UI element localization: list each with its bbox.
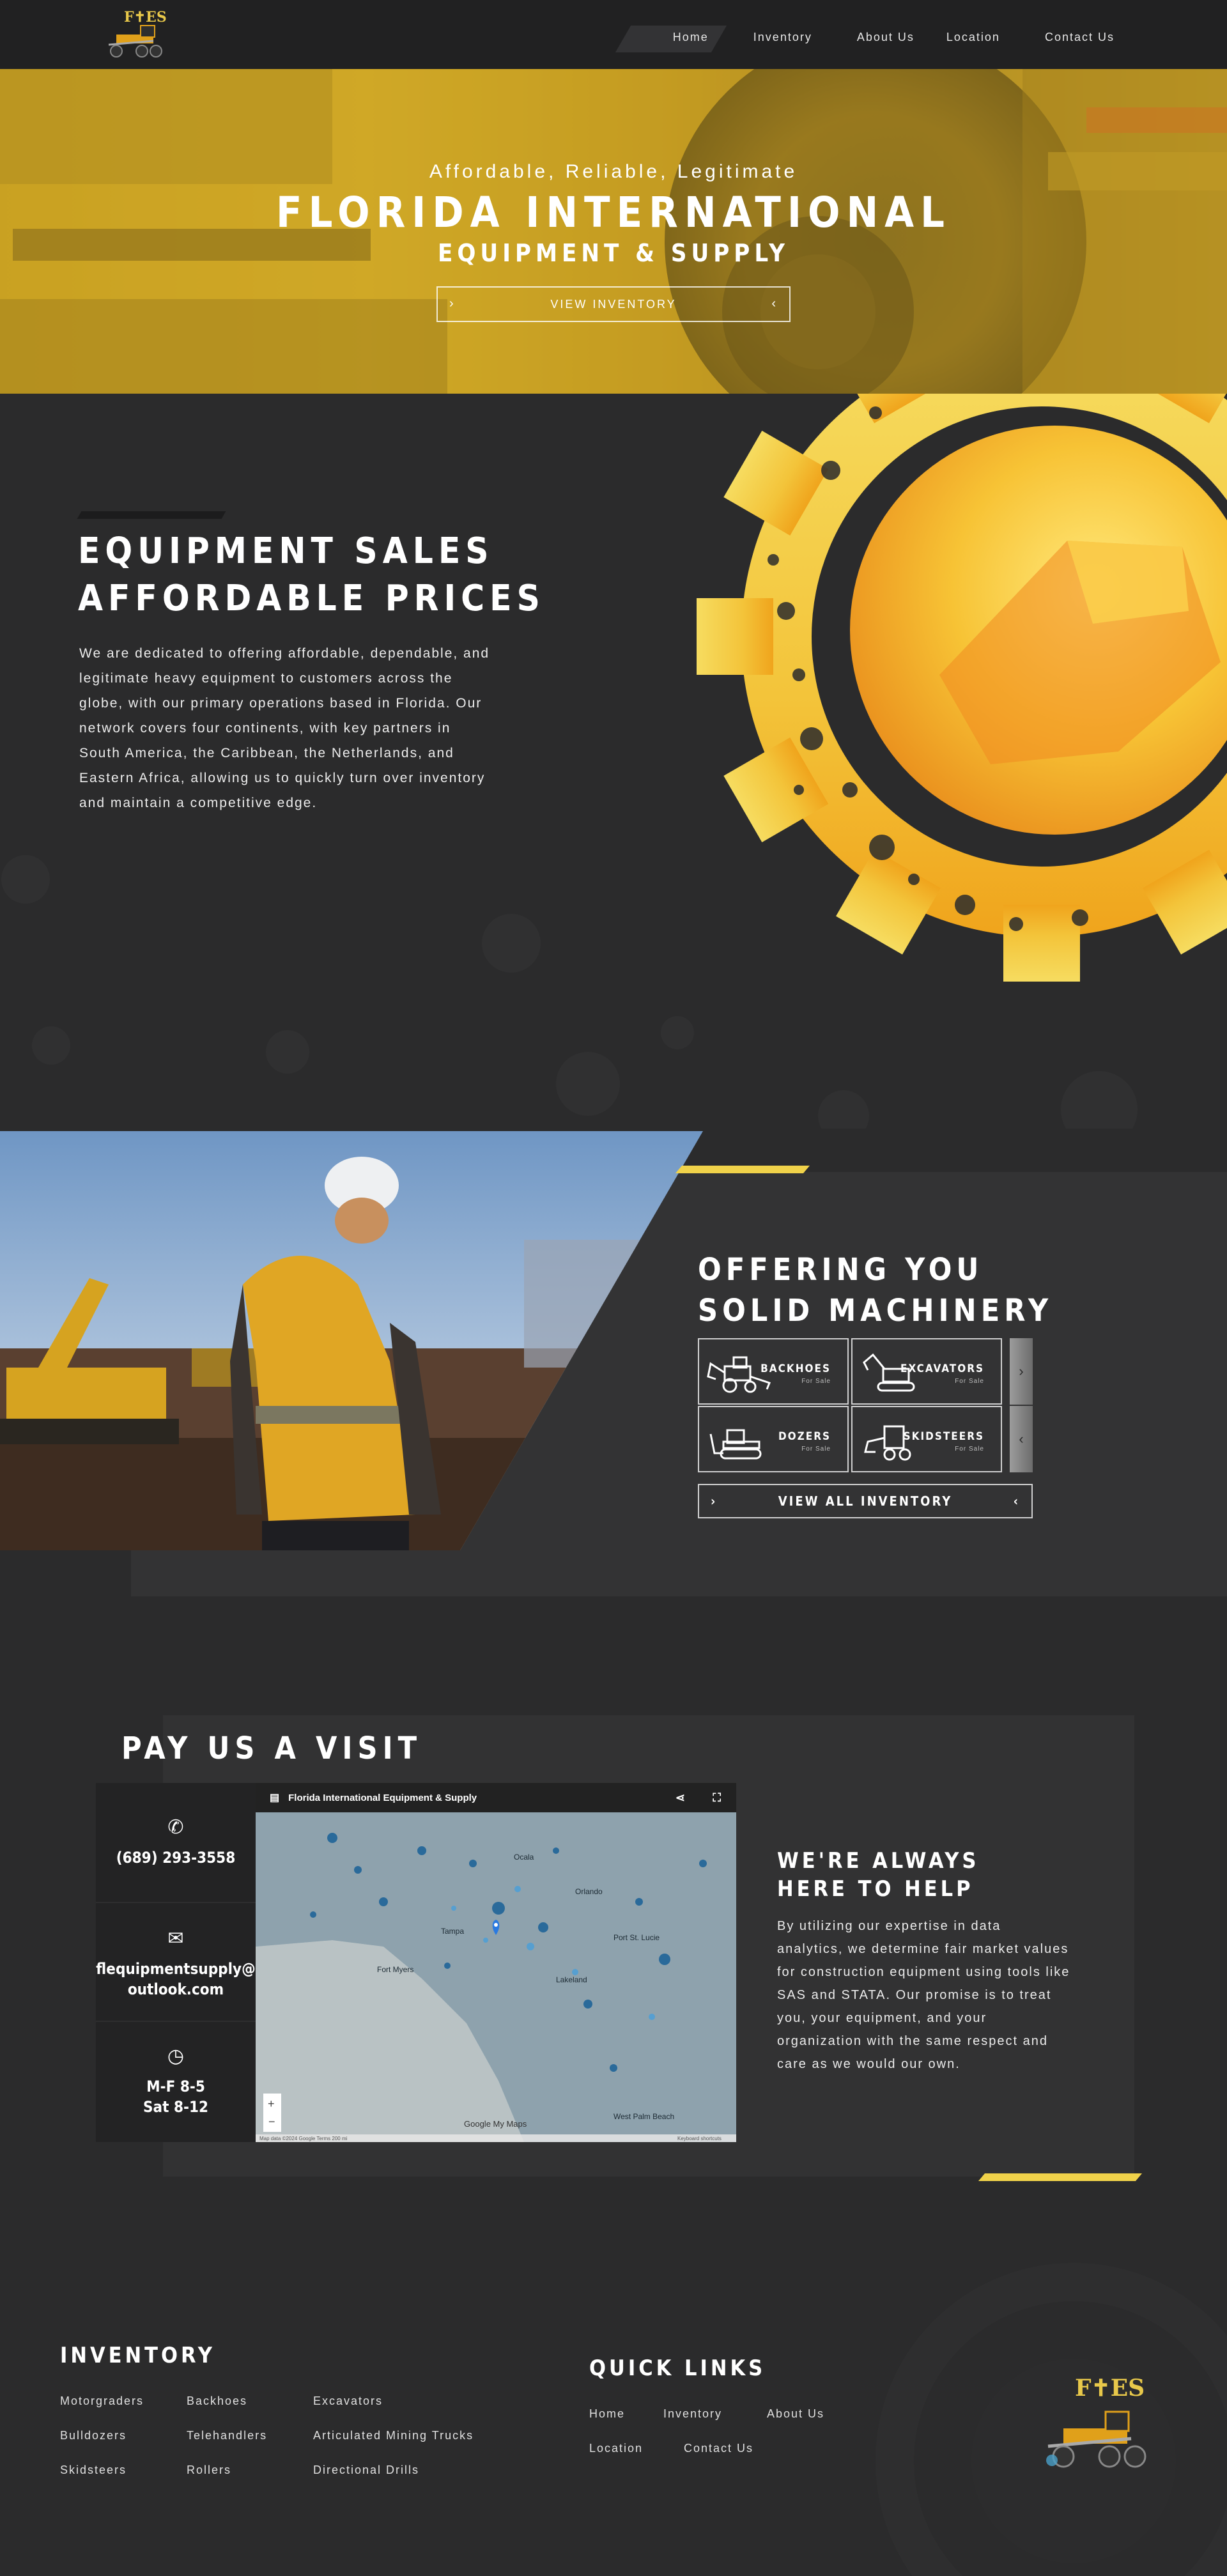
nav-links [673,31,1115,44]
category-excavators-label: EXCAVATORS [900,1362,984,1375]
footer-link-directional-drills[interactable]: Directional Drills [313,2464,420,2476]
nav-location[interactable]: Location [946,31,1000,43]
footer-logo-text: F✝ES [1075,2375,1145,2402]
company-logo[interactable] [102,6,173,63]
grader-logo-icon [1035,2375,1163,2477]
visit-title: PAY US A VISIT [121,1731,422,1766]
top-navigation-bar [0,0,1227,69]
dozer-icon [706,1419,776,1462]
hours-block [96,2045,256,2117]
divider [96,1902,256,1903]
email-block[interactable] [96,1927,256,2000]
chevron-left-icon: ‹ [1013,1493,1020,1509]
help-title-line1: WE'RE ALWAYS [777,1848,980,1874]
about-description: We are dedicated to offering affordable, dependable, and legitimate heavy equipment to customers across the globe, with our primary operations based in Florida. Our network covers four continents, with key partners in South America, the Caribbean, the Netherlands, and Eastern Africa, allowing us to quickly turn over inventory and maintain a competitive edge. [79,646,490,810]
footer-link-skidsteers[interactable]: Skidsteers [60,2464,127,2476]
worker-excavator-image [0,1131,703,1550]
map-credits: Map data ©2024 Google Terms 200 mi [259,2136,348,2141]
map-label-orlando: Orlando [575,1887,603,1896]
category-backhoes-sub: For Sale [801,1378,831,1385]
footer-link-contact-us[interactable]: Contact Us [684,2442,754,2455]
map-label-port-st-lucie: Port St. Lucie [614,1933,660,1942]
google-my-maps-logo: Google My Maps [464,2119,527,2129]
zoom-out-icon[interactable]: − [268,2115,275,2128]
map-label-fort-myers: Fort Myers [377,1965,414,1974]
map-title: Florida International Equipment & Supply [288,1792,477,1803]
category-backhoes[interactable] [698,1338,849,1405]
footer-link-motorgraders[interactable]: Motorgraders [60,2395,144,2407]
visit-accent-stripe [978,2173,1142,2181]
footer-link-excavators[interactable]: Excavators [313,2395,383,2407]
category-dozers[interactable] [698,1406,849,1472]
view-all-inventory-label: VIEW ALL INVENTORY [778,1493,953,1509]
zoom-in-icon[interactable]: + [268,2097,275,2110]
footer-link-articulated-mining-trucks[interactable]: Articulated Mining Trucks [313,2429,474,2442]
carousel-next-arrow[interactable]: › [1010,1338,1033,1405]
about-accent-bar [77,511,226,519]
footer-link-rollers[interactable]: Rollers [187,2464,232,2476]
map-label-tampa: Tampa [441,1927,465,1936]
chevron-right-icon: › [711,1493,718,1509]
category-dozers-sub: For Sale [801,1446,831,1453]
clock-icon: ◷ [167,2046,185,2067]
footer-link-telehandlers[interactable]: Telehandlers [187,2429,268,2442]
gear-excavator-graphic [658,394,1227,982]
contact-column [96,1783,256,2142]
logo-text: F✝ES [124,9,167,26]
footer-quick-links-title: QUICK LINKS [589,2356,766,2381]
footer-logo[interactable] [1035,2375,1163,2477]
view-all-inventory-button[interactable] [698,1484,1033,1518]
divider [96,2021,256,2022]
footer-inventory-title: INVENTORY [60,2343,215,2368]
about-title-line2: AFFORDABLE PRICES [78,578,545,619]
embedded-map[interactable] [256,1783,736,2142]
phone-block[interactable] [96,1816,256,1868]
share-icon[interactable]: ⋖ [675,1791,685,1804]
map-keyboard-shortcuts[interactable]: Keyboard shortcuts [677,2136,722,2141]
envelope-icon: ✉ [167,1928,184,1949]
hero-title: FLORIDA INTERNATIONAL [276,188,951,237]
map-legend-icon[interactable]: ▤ [270,1793,280,1803]
about-title-line1: EQUIPMENT SALES [78,530,494,572]
footer-link-inventory[interactable]: Inventory [663,2407,723,2420]
chevron-right-icon: › [449,297,456,311]
machinery-title-line1: OFFERING YOU [698,1252,984,1288]
email-line2: outlook.com [127,1980,224,1998]
category-skidsteers[interactable] [851,1406,1002,1472]
phone-icon: ✆ [167,1817,184,1838]
nav-home[interactable]: Home [672,31,709,43]
hours-line1: M-F 8-5 [146,2078,205,2095]
map-canvas[interactable] [256,1812,736,2142]
view-inventory-label: VIEW INVENTORY [550,297,677,311]
category-skidsteers-label: SKIDSTEERS [903,1430,984,1443]
fullscreen-icon[interactable]: ⛶ [713,1791,721,1804]
grader-logo-icon [102,6,173,63]
footer-link-bulldozers[interactable]: Bulldozers [60,2429,127,2442]
help-title-line2: HERE TO HELP [777,1876,974,1902]
gear-icon [658,394,1227,982]
business-hours [96,2076,256,2117]
hero-tagline: Affordable, Reliable, Legitimate [429,161,798,182]
machinery-title [698,1249,1053,1331]
map-label-palm-beach: West Palm Beach [614,2112,675,2121]
view-inventory-button[interactable] [436,286,791,322]
map-header [256,1783,736,1812]
chevron-left-icon: ‹ [771,297,778,311]
worker-photo [0,1131,703,1550]
nav-about-us[interactable]: About Us [856,31,914,43]
map-label-lakeland: Lakeland [556,1975,587,1984]
machinery-title-line2: SOLID MACHINERY [698,1293,1053,1329]
machinery-accent-stripe [675,1166,810,1173]
carousel-prev-arrow[interactable]: ‹ [1010,1406,1033,1472]
email-address [96,1959,256,2000]
email-line1: flequipmentsupply@ [96,1960,256,1978]
category-excavators-sub: For Sale [955,1378,984,1385]
nav-inventory[interactable]: Inventory [753,31,812,43]
phone-number: (689) 293-3558 [116,1849,236,1867]
category-dozers-label: DOZERS [778,1430,831,1443]
hero-banner [0,69,1227,394]
nav-contact-us[interactable]: Contact Us [1044,31,1115,43]
category-backhoes-label: BACKHOES [760,1362,831,1375]
category-excavators[interactable] [851,1338,1002,1405]
map-label-ocala: Ocala [514,1853,534,1862]
hero-subtitle: EQUIPMENT & SUPPLY [438,239,789,267]
hours-line2: Sat 8-12 [143,2098,208,2116]
footer-link-about-us[interactable]: About Us [767,2407,825,2420]
footer-link-home[interactable]: Home [589,2407,626,2420]
help-description: By utilizing our expertise in data analytics, we determine fair market values for construction equipment using tools like SAS and STATA. Our promise is to treat you, your equipment, and your organization with the same respect and care as we would our own. [777,1919,1070,2071]
about-title [78,528,545,622]
footer-link-backhoes[interactable]: Backhoes [187,2395,248,2407]
footer-link-location[interactable]: Location [589,2442,644,2455]
footer-gear-watermark [805,2218,1227,2576]
help-title [777,1847,979,1903]
category-skidsteers-sub: For Sale [955,1446,984,1453]
